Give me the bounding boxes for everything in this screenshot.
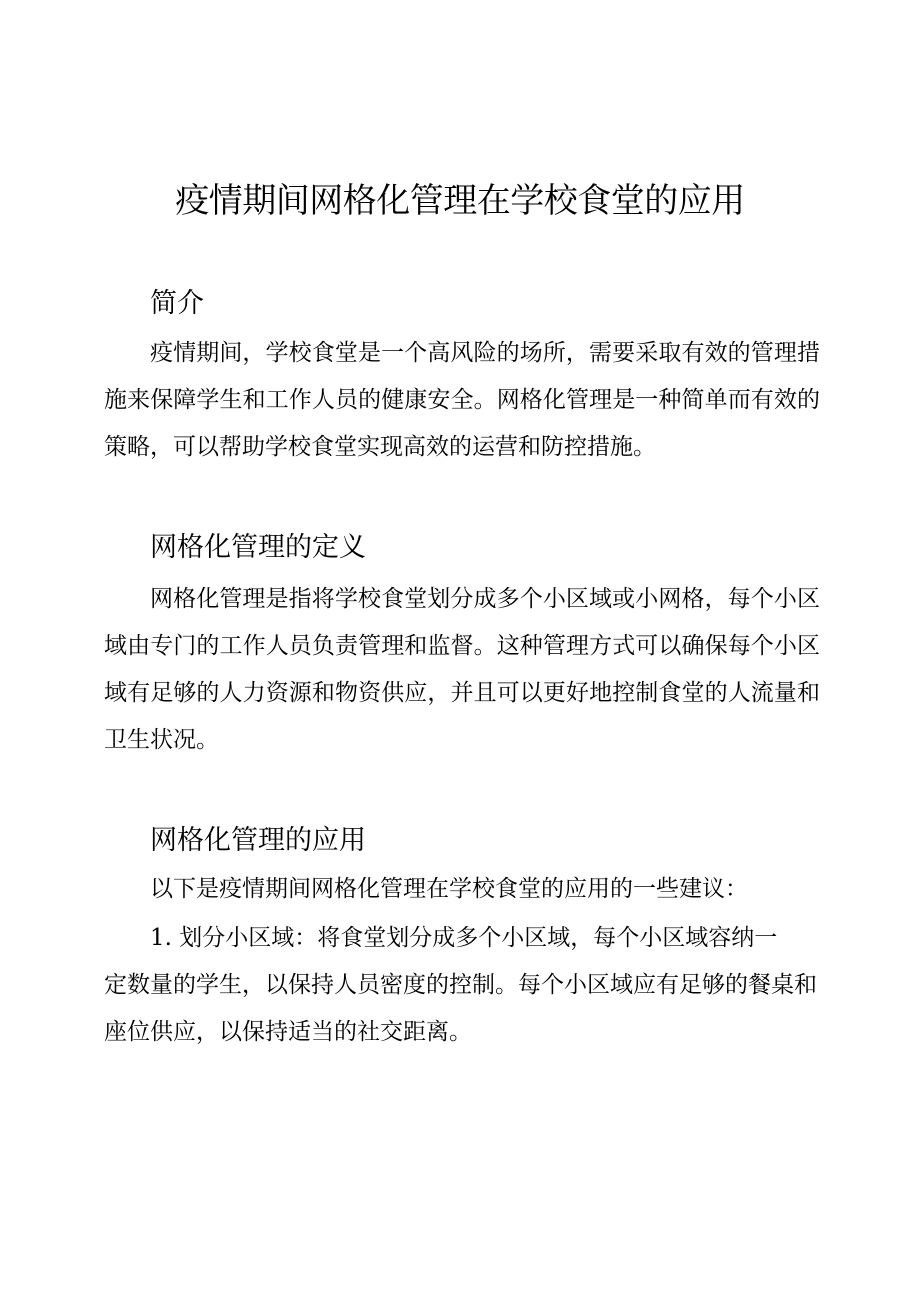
section-heading-intro: 简介 <box>150 288 204 319</box>
section-paragraph-definition: 网格化管理是指将学校食堂划分成多个小区域或小网格，每个小区域由专门的工作人员负责管理和监督。这种管理方式可以确保每个小区域有足够的人力资源和物资供应，并且可以更好地控制食堂的人流量和卫生状况。 <box>104 586 820 753</box>
section-heading-application: 网格化管理的应用 <box>150 825 366 856</box>
section-heading-definition: 网格化管理的定义 <box>150 532 366 563</box>
application-intro: 以下是疫情期间网格化管理在学校食堂的应用的一些建议： <box>150 876 748 902</box>
list-item-1-continuation: 定数量的学生，以保持人员密度的控制。每个小区域应有足够的餐桌和座位供应，以保持适当的社交距离。 <box>104 972 817 1045</box>
list-item-1-first-line: 1. 划分小区域：将食堂划分成多个小区域，每个小区域容纳一 <box>150 925 778 951</box>
section-paragraph-intro: 疫情期间，学校食堂是一个高风险的场所，需要采取有效的管理措施来保障学生和工作人员的健康安全。网格化管理是一种简单而有效的策略，可以帮助学校食堂实现高效的运营和防控措施。 <box>104 340 820 460</box>
document-title: 疫情期间网格化管理在学校食堂的应用 <box>175 181 745 221</box>
